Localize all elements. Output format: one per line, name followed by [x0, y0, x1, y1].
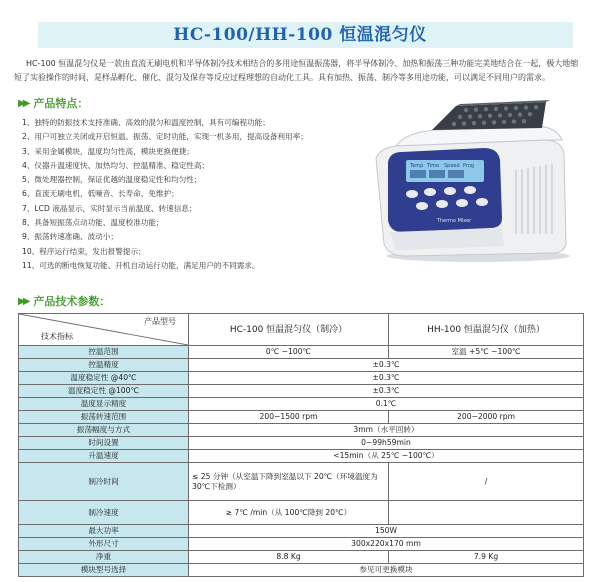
- row-label: 振荡转速范围: [19, 411, 189, 424]
- row-label: 升温速度: [19, 450, 189, 463]
- thermo-mixer-device-image: [366, 96, 576, 266]
- intro-paragraph: HC-100 恒温混匀仪是一款由直流无刷电机和半导体制冷技术相结合的多用途恒温振荡器，将半导体制冷、加热和振荡三种功能完美地结合在一起，极大地缩短了实验操作的时间，是样品孵化、催化、混匀及保存等反应过程理想的自动化工具。具有加热、振荡、制冷等多用途功能，可以满足不同用户的需求。: [14, 59, 579, 82]
- cell-value: 300x220x170 mm: [189, 538, 584, 551]
- features-heading: ▶▶ 产品特点：: [18, 97, 89, 110]
- device-brand: Thermo Mixer: [436, 218, 472, 224]
- row-label: 制冷速度: [19, 501, 189, 525]
- table-row: [19, 398, 584, 411]
- chevron-right-icon: ▶▶: [18, 97, 28, 109]
- table-row: [19, 525, 584, 538]
- row-label: 净重: [19, 551, 189, 564]
- model-b-header: HH-100 恒温混匀仪（加热）: [389, 314, 584, 346]
- feature-list: [22, 116, 362, 273]
- specs-heading: ▶▶ 产品技术参数：: [18, 295, 111, 308]
- table-row: [19, 359, 584, 372]
- cell-value: 0.1℃: [189, 398, 584, 411]
- cell-value: 3mm（水平回转）: [189, 424, 584, 437]
- corner-spec-label: 技术指标: [41, 332, 73, 341]
- cell-value: 7.9 Kg: [389, 551, 584, 564]
- table-row: [19, 564, 584, 577]
- table-row: [19, 551, 584, 564]
- cell-value: 0℃ ~100℃: [189, 346, 389, 359]
- lcd-label-prog: Prog: [463, 163, 475, 169]
- cell-value: ±0.3℃: [189, 372, 584, 385]
- lcd-label-speed: Speed: [444, 163, 460, 169]
- row-label: 模块型号选择: [19, 564, 189, 577]
- table-row: [19, 538, 584, 551]
- feature-item: 2、用户可独立关闭或开启恒温、振荡、定时功能，实现一机多用，提高设备利用率；: [22, 132, 308, 142]
- table-corner-cell: [19, 314, 189, 346]
- feature-item: 3、采用金属模块，温度均匀性高，模块更换便捷；: [22, 146, 194, 156]
- table-row: [19, 424, 584, 437]
- cell-value: /: [389, 463, 584, 501]
- lcd-label-time: Time: [427, 163, 440, 169]
- feature-item: 8、具备短振荡点动功能、温度校准功能；: [22, 218, 164, 228]
- spec-table: [18, 313, 584, 577]
- lcd-label-temp: Temp: [410, 163, 424, 169]
- feature-item: 4、仪器升温速度快、加热均匀、控温精准、稳定性高；: [22, 160, 210, 170]
- table-row: [19, 372, 584, 385]
- table-header-row: [19, 314, 584, 346]
- table-row: [19, 501, 584, 525]
- feature-item: 1、独特的防振技术支持准确、高效的混匀和温度控制，具有可编程功能；: [22, 118, 270, 127]
- row-label: 外形尺寸: [19, 538, 189, 551]
- feature-item: 10、程序运行结束，发出报警提示；: [22, 246, 146, 256]
- row-label: 控温精度: [19, 359, 189, 372]
- table-row: [19, 385, 584, 398]
- cell-value: 200~1500 rpm: [189, 411, 389, 424]
- feature-item: 7、LCD 液晶显示，实时显示当前温度、转速信息；: [22, 203, 197, 213]
- model-a-header: HC-100 恒温混匀仪（制冷）: [189, 314, 389, 346]
- cell-value: ≥ 7℃ /min（从 100℃降到 20℃）: [189, 501, 389, 525]
- row-label: 温度稳定性 @100℃: [19, 385, 189, 398]
- row-label: 温度显示精度: [19, 398, 189, 411]
- cell-value: 150W: [189, 525, 584, 538]
- cell-value: ≤ 25 分钟（从室温下降到室温以下 20℃（环境温度为 30℃下检测）: [189, 463, 389, 501]
- feature-item: 6、直流无刷电机，低噪音、长寿命、免维护；: [22, 189, 179, 199]
- table-row: [19, 411, 584, 424]
- feature-item: 11、可选的断电恢复功能、开机自动运行功能，满足用户的不同需求。: [22, 260, 260, 270]
- row-label: 最大功率: [19, 525, 189, 538]
- feature-item: 9、振荡转速准确、波动小；: [22, 232, 118, 242]
- corner-model-label: 产品型号: [144, 317, 176, 326]
- row-label: 振荡幅度与方式: [19, 424, 189, 437]
- table-row: [19, 450, 584, 463]
- cell-value: 0~99h59min: [189, 437, 584, 450]
- cell-value: <15min（从 25℃ ~100℃）: [189, 450, 584, 463]
- cell-value: 室温 +5℃ ~100℃: [389, 346, 584, 359]
- row-label: 制冷时间: [19, 463, 189, 501]
- table-row: [19, 463, 584, 501]
- cell-value: 200~2000 rpm: [389, 411, 584, 424]
- row-label: 控温范围: [19, 346, 189, 359]
- cell-value: [389, 501, 584, 525]
- row-label: 温度稳定性 @40℃: [19, 372, 189, 385]
- table-row: [19, 437, 584, 450]
- cell-value: ±0.3℃: [189, 385, 584, 398]
- cell-value: 参见可更换模块: [189, 564, 584, 577]
- chevron-right-icon: ▶▶: [18, 295, 28, 307]
- cell-value: ±0.3℃: [189, 359, 584, 372]
- row-label: 时间设置: [19, 437, 189, 450]
- cell-value: 8.8 Kg: [189, 551, 389, 564]
- feature-item: 5、微处理器控制，保证优越的温度稳定性和均匀性；: [22, 175, 202, 185]
- page-title: HC-100/HH-100 恒温混匀仪: [173, 25, 427, 45]
- table-row: [19, 346, 584, 359]
